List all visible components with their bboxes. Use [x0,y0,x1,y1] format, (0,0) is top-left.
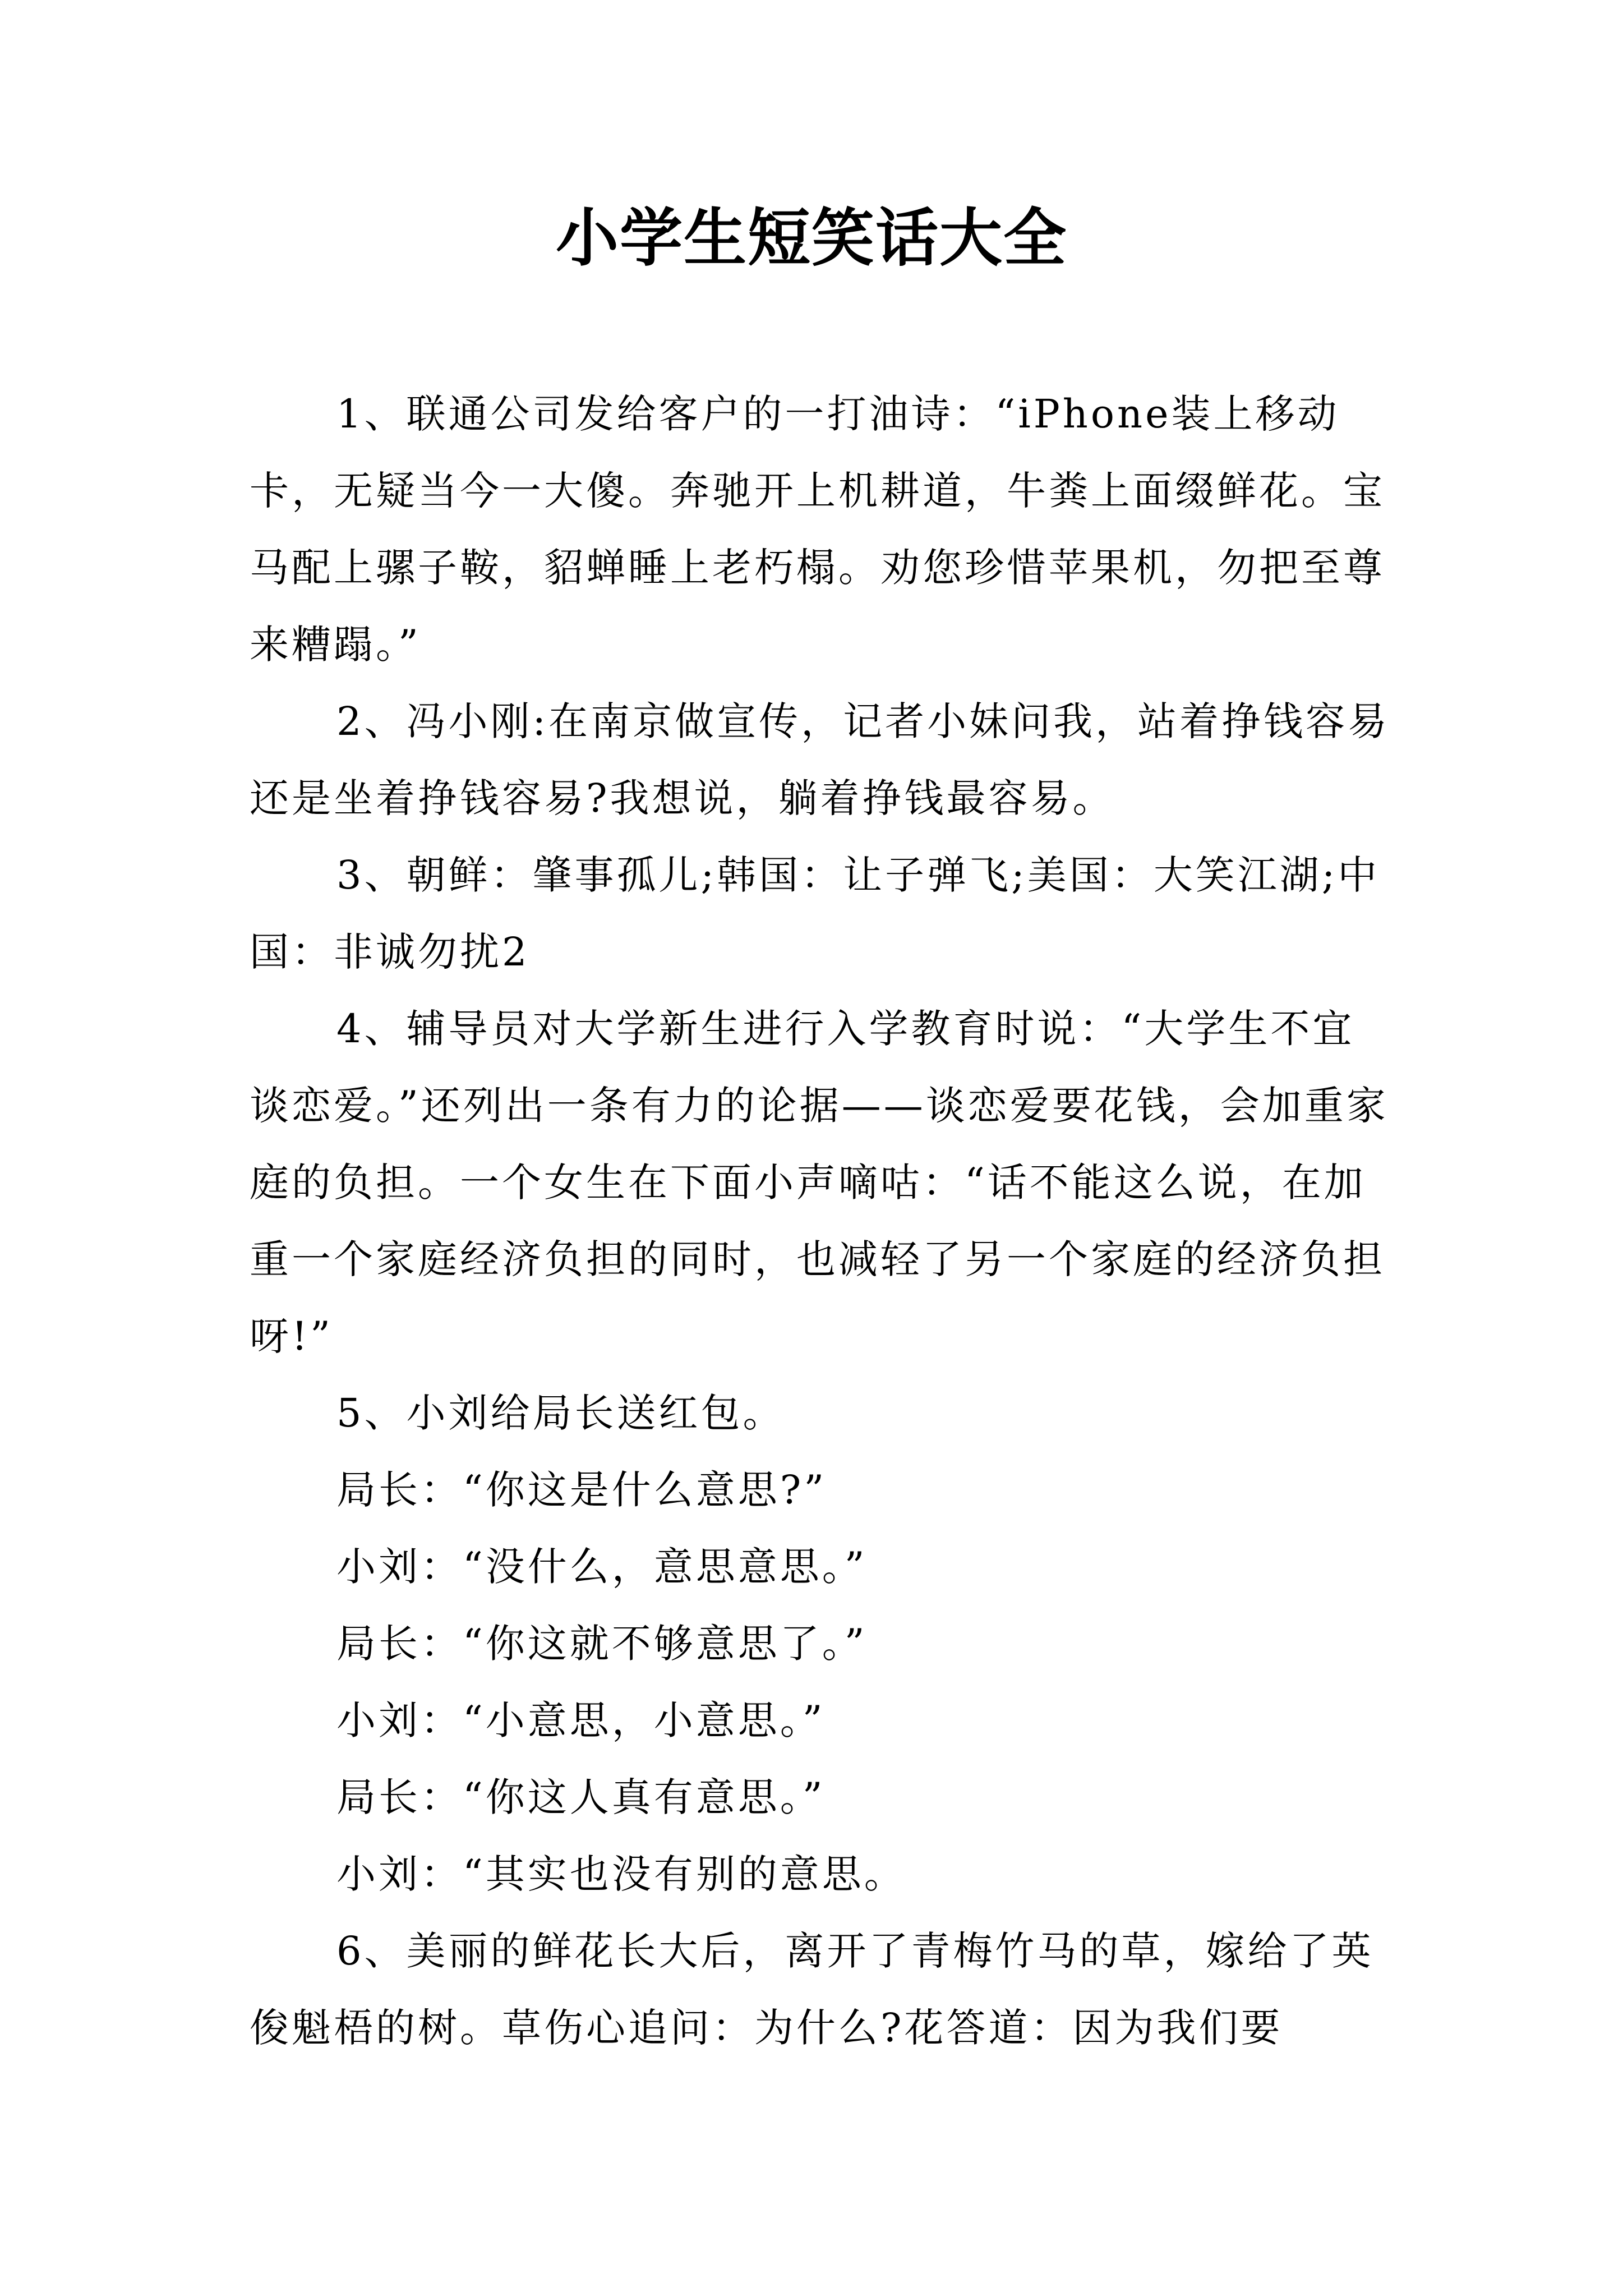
paragraph-4: 4、辅导员对大学新生进行入学教育时说：“大学生不宜谈恋爱。”还列出一条有力的论据——谈恋爱要花钱，会加重家庭的负担。一个女生在下面小声嘀咕：“话不能这么说，在加重一个家庭经济负担的同时，也减轻了另一个家庭的经济负担呀!” [250,1006,1389,1359]
document-body [250,376,1396,2067]
paragraph-2: 2、冯小刚:在南京做宣传，记者小妹问我，站着挣钱容易还是坐着挣钱容易?我想说，躺着挣钱最容易。 [250,698,1390,821]
paragraph-3: 3、朝鲜：肇事孤儿;韩国：让子弹飞;美国：大笑江湖;中国：非诚勿扰2 [250,852,1380,975]
dialog-line-1: 局长：“你这是什么意思?” [336,1467,827,1513]
dialog-line-6: 小刘：“其实也没有别的意思。 [336,1851,906,1897]
dialog-line-5: 局长：“你这人真有意思。” [336,1774,826,1820]
dialog-line-2: 小刘：“没什么，意思意思。” [336,1544,868,1590]
document-title: 小学生短笑话大全 [556,201,1067,275]
paragraph-6: 6、美丽的鲜花长大后，离开了青梅竹马的草，嫁给了英俊魁梧的树。草伤心追问：为什么?花答道：因为我们要 [250,1928,1374,2051]
dialog-line-3: 局长：“你这就不够意思了。” [336,1621,868,1667]
paragraph-1: 1、联通公司发给客户的一打油诗：“iPhone装上移动卡，无疑当今一大傻。奔驰开上机耕道，牛粪上面缀鲜花。宝马配上骡子鞍，貂蝉睡上老朽榻。劝您珍惜苹果机，勿把至尊来糟蹋。” [250,391,1385,668]
paragraph-5: 5、小刘给局长送红包。 [336,1390,785,1436]
dialog-line-4: 小刘：“小意思，小意思。” [336,1697,826,1743]
